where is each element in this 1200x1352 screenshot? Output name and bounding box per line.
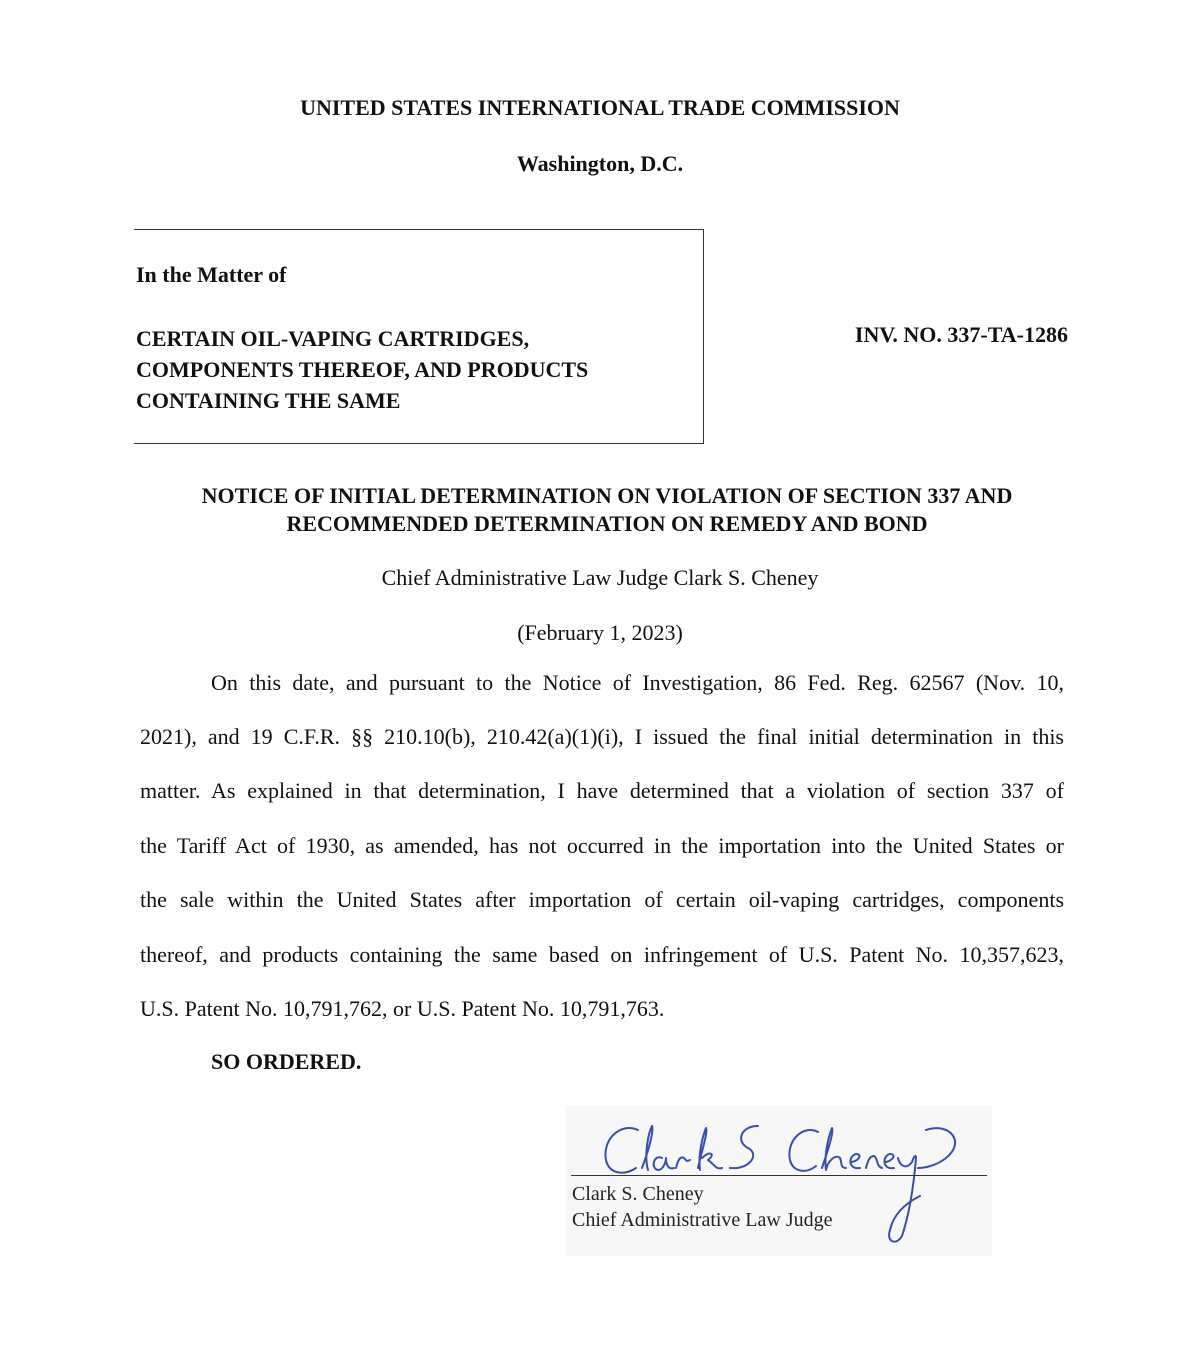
body-line: 2021), and 19 C.F.R. §§ 210.10(b), 210.42(a)(1)(i), I issued the final initial determination in this: [140, 724, 1064, 749]
body-line: thereof, and products containing the same based on infringement of U.S. Patent No. 10,357,623,: [140, 942, 1064, 967]
matter-label: In the Matter of: [136, 262, 287, 287]
so-ordered: SO ORDERED.: [211, 1049, 362, 1074]
signature-line: [571, 1175, 987, 1176]
signatory-title: Chief Administrative Law Judge: [572, 1209, 833, 1231]
body-line: On this date, and pursuant to the Notice of Investigation, 86 Fed. Reg. 62567 (Nov. 10,: [211, 670, 1064, 695]
caption-title-line-1: CERTAIN OIL-VAPING CARTRIDGES,: [136, 326, 530, 351]
notice-title-line-1: NOTICE OF INITIAL DETERMINATION ON VIOLATION OF SECTION 337 AND: [201, 483, 1013, 508]
investigation-number: INV. NO. 337-TA-1286: [854, 322, 1068, 347]
signatory-name: Clark S. Cheney: [572, 1183, 704, 1205]
location-heading: Washington, D.C.: [516, 151, 684, 176]
date-line: (February 1, 2023): [517, 620, 683, 645]
caption-title-line-2: COMPONENTS THEREOF, AND PRODUCTS: [136, 357, 589, 382]
body-line: U.S. Patent No. 10,791,762, or U.S. Patent No. 10,791,763.: [140, 996, 665, 1021]
agency-heading: UNITED STATES INTERNATIONAL TRADE COMMISSION: [300, 95, 900, 120]
body-line: the sale within the United States after importation of certain oil-vaping cartridges, components: [140, 887, 1064, 912]
body-line: matter. As explained in that determination, I have determined that a violation of section 337 of: [140, 778, 1064, 803]
caption-title-line-3: CONTAINING THE SAME: [136, 388, 401, 413]
notice-title-line-2: RECOMMENDED DETERMINATION ON REMEDY AND BOND: [286, 511, 928, 536]
body-line: the Tariff Act of 1930, as amended, has not occurred in the importation into the United States or: [140, 833, 1064, 858]
judge-line: Chief Administrative Law Judge Clark S. Cheney: [381, 565, 819, 590]
